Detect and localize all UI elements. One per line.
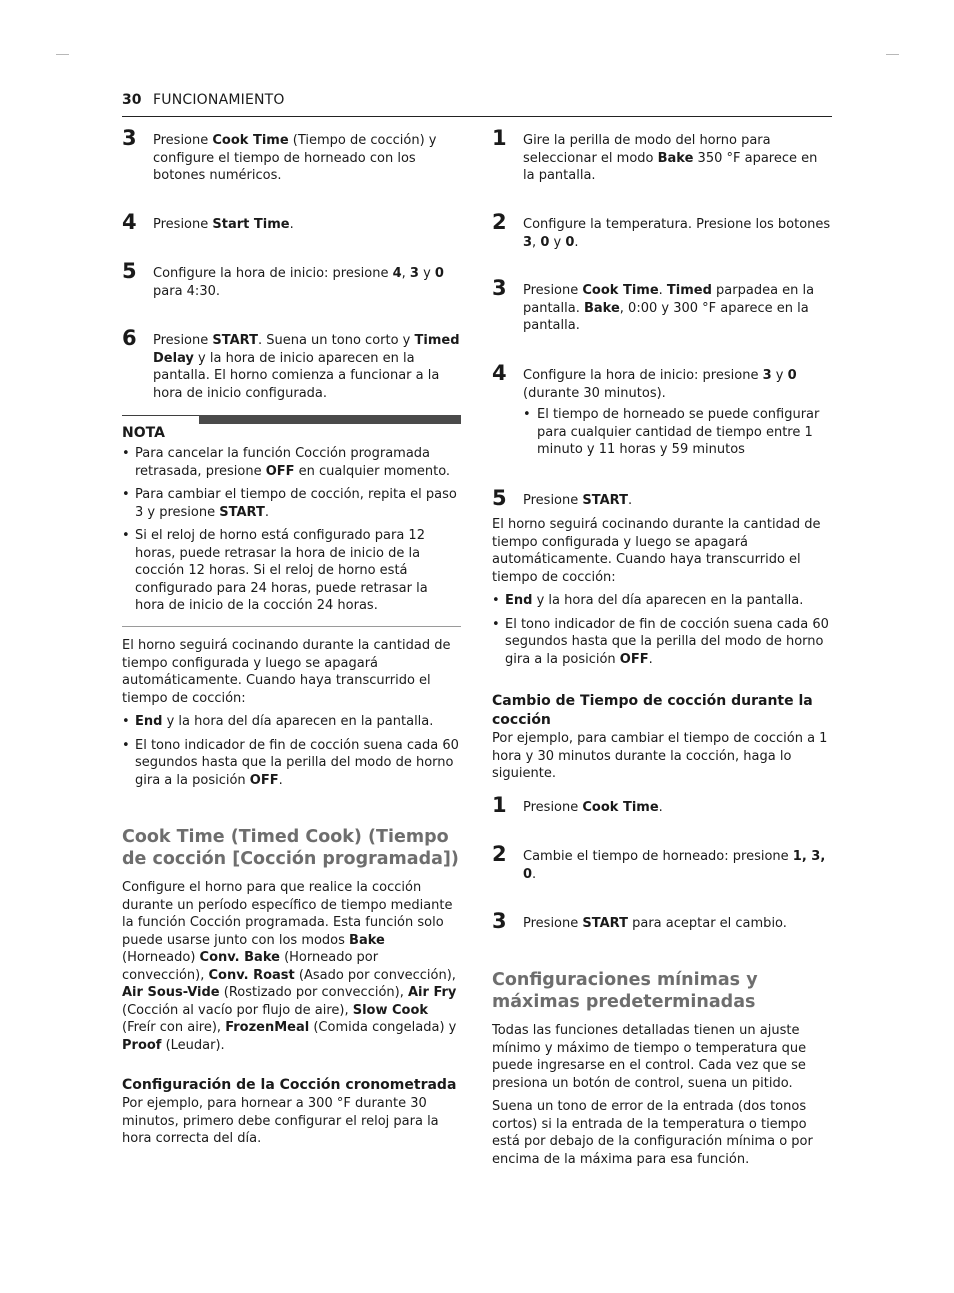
left-after-note	[122, 637, 461, 795]
bullet-item: • End y la hora del día aparecen en la pantalla.	[492, 592, 832, 610]
step-text: Presione Start Time.	[153, 217, 294, 232]
step-number: 1	[492, 126, 507, 150]
paragraph: El horno seguirá cocinando durante la cantidad de tiempo configurada y luego se apagará automáticamente. Cuando haya transcurrido el tiempo de cocción:	[492, 517, 821, 585]
step-number: 2	[492, 842, 507, 866]
config-section	[122, 1076, 461, 1154]
note-list	[122, 445, 461, 615]
left-step-6	[122, 326, 461, 402]
crop-mark-left	[56, 54, 69, 55]
paragraph: El horno seguirá cocinando durante la cantidad de tiempo configurada y luego se apagará automáticamente. Cuando haya transcurrido el tiempo de cocción:	[122, 638, 451, 706]
subsection-heading: Configuración de la Cocción cronometrada	[122, 1077, 457, 1093]
step-number: 4	[122, 210, 137, 234]
right-step-3	[492, 276, 832, 335]
bullet-list	[492, 592, 832, 668]
bullet-item: • El tono indicador de fin de cocción suena cada 60 segundos hasta que la perilla del modo de horno gira a la posición OFF.	[492, 616, 832, 669]
note-item: • Para cancelar la función Cocción programada retrasada, presione OFF en cualquier momento.	[122, 445, 461, 480]
note-top-bar	[122, 415, 461, 424]
bullet-item: • El tono indicador de fin de cocción suena cada 60 segundos hasta que la perilla del modo de horno gira a la posición OFF.	[122, 737, 461, 790]
section-title: FUNCIONAMIENTO	[153, 92, 285, 108]
right-after-steps	[492, 516, 832, 674]
step-sub-item: • El tiempo de horneado se puede configurar para cualquier cantidad de tiempo entre 1 minuto y 11 horas y 59 minutos	[523, 406, 832, 459]
step-number: 5	[492, 486, 507, 510]
step-text: Configure la hora de inicio: presione 3 y 0 (durante 30 minutos).	[523, 368, 797, 401]
section-heading: Cook Time (Timed Cook) (Tiempo de cocción [Cocción programada])	[122, 827, 459, 869]
page-header	[122, 90, 832, 117]
page-number: 30	[122, 92, 142, 108]
step-number: 3	[122, 126, 137, 150]
left-step-5	[122, 259, 461, 300]
step-text: Presione Cook Time (Tiempo de cocción) y configure el tiempo de horneado con los botones numéricos.	[153, 133, 437, 183]
step-number: 4	[492, 361, 507, 385]
step-text: Gire la perilla de modo del horno para seleccionar el modo Bake 350 °F aparece en la pantalla.	[523, 133, 818, 183]
change-section	[492, 692, 832, 789]
note-box	[122, 424, 461, 621]
step-number: 3	[492, 909, 507, 933]
step-text: Presione Cook Time. Timed parpadea en la pantalla. Bake, 0:00 y 300 °F aparece en la pantalla.	[523, 283, 815, 333]
step-text: Cambie el tiempo de horneado: presione 1, 3, 0.	[523, 849, 826, 882]
change-step-1	[492, 793, 832, 817]
note-bottom-rule	[122, 626, 461, 627]
step-number: 2	[492, 210, 507, 234]
paragraph: Todas las funciones detalladas tienen un ajuste mínimo y máximo de tiempo o temperatura que puede ingresarse en el control. Cada vez que se presiona un botón de control, suena un pitido.	[492, 1023, 807, 1091]
left-step-3	[122, 126, 461, 185]
note-item: • Si el reloj de horno está configurado para 12 horas, puede retrasar la hora de inicio de la cocción 12 horas. Si el reloj de horno está configurado para 24 horas, puede retrasar la hora de inicio de la cocción 24 horas.	[122, 527, 461, 615]
step-text: Presione Cook Time.	[523, 800, 663, 815]
step-text: Presione START para aceptar el cambio.	[523, 916, 787, 931]
subsection-heading: Cambio de Tiempo de cocción durante la cocción	[492, 693, 813, 728]
paragraph: Configure el horno para que realice la cocción durante un período específico de tiempo mediante la función Cocción programada. Esta función solo puede usarse junto con los modos Bake (Horneado) Conv. Bake (Horneado por convección), Conv. Roast (Asado por convección), Air Sous-Vide (Rostizado por convección), Air Fry (Cocción al vacío por flujo de aire), Slow Cook (Freír con aire), FrozenMeal (Comida congelada) y Proof (Leudar).	[122, 880, 457, 1053]
step-sub-list	[523, 406, 832, 459]
change-step-2	[492, 842, 832, 883]
left-step-4	[122, 210, 461, 234]
note-item: • Para cambiar el tiempo de cocción, repita el paso 3 y presione START.	[122, 486, 461, 521]
paragraph: Por ejemplo, para hornear a 300 °F durante 30 minutos, primero debe configurar el reloj para la hora correcta del día.	[122, 1096, 439, 1146]
right-step-1	[492, 126, 832, 185]
minmax-section	[492, 969, 832, 1174]
step-number: 3	[492, 276, 507, 300]
section-heading: Configuraciones mínimas y máximas predeterminadas	[492, 970, 758, 1012]
bullet-item: • End y la hora del día aparecen en la pantalla.	[122, 713, 461, 731]
right-step-2	[492, 210, 832, 251]
step-number: 1	[492, 793, 507, 817]
right-step-4	[492, 361, 832, 459]
step-text: Presione START.	[523, 493, 633, 508]
crop-mark-right	[886, 54, 899, 55]
paragraph: Suena un tono de error de la entrada (dos tonos cortos) si la entrada de la temperatura o tiempo está por debajo de la configuración mínima o por encima de la máxima para esa función.	[492, 1099, 813, 1167]
step-text: Configure la hora de inicio: presione 4, 3 y 0 para 4:30.	[153, 266, 444, 299]
step-text: Configure la temperatura. Presione los botones 3, 0 y 0.	[523, 217, 831, 250]
step-text: Presione START. Suena un tono corto y Timed Delay y la hora de inicio aparecen en la pantalla. El horno comienza a funcionar a la hora de inicio configurada.	[153, 333, 460, 401]
note-title: NOTA	[122, 425, 165, 441]
paragraph: Por ejemplo, para cambiar el tiempo de cocción a 1 hora y 30 minutos durante la cocción, haga lo siguiente.	[492, 731, 828, 781]
right-step-5	[492, 486, 832, 510]
step-number: 6	[122, 326, 137, 350]
bullet-list	[122, 713, 461, 789]
change-step-3	[492, 909, 832, 933]
cook-time-section	[122, 826, 461, 1060]
step-number: 5	[122, 259, 137, 283]
